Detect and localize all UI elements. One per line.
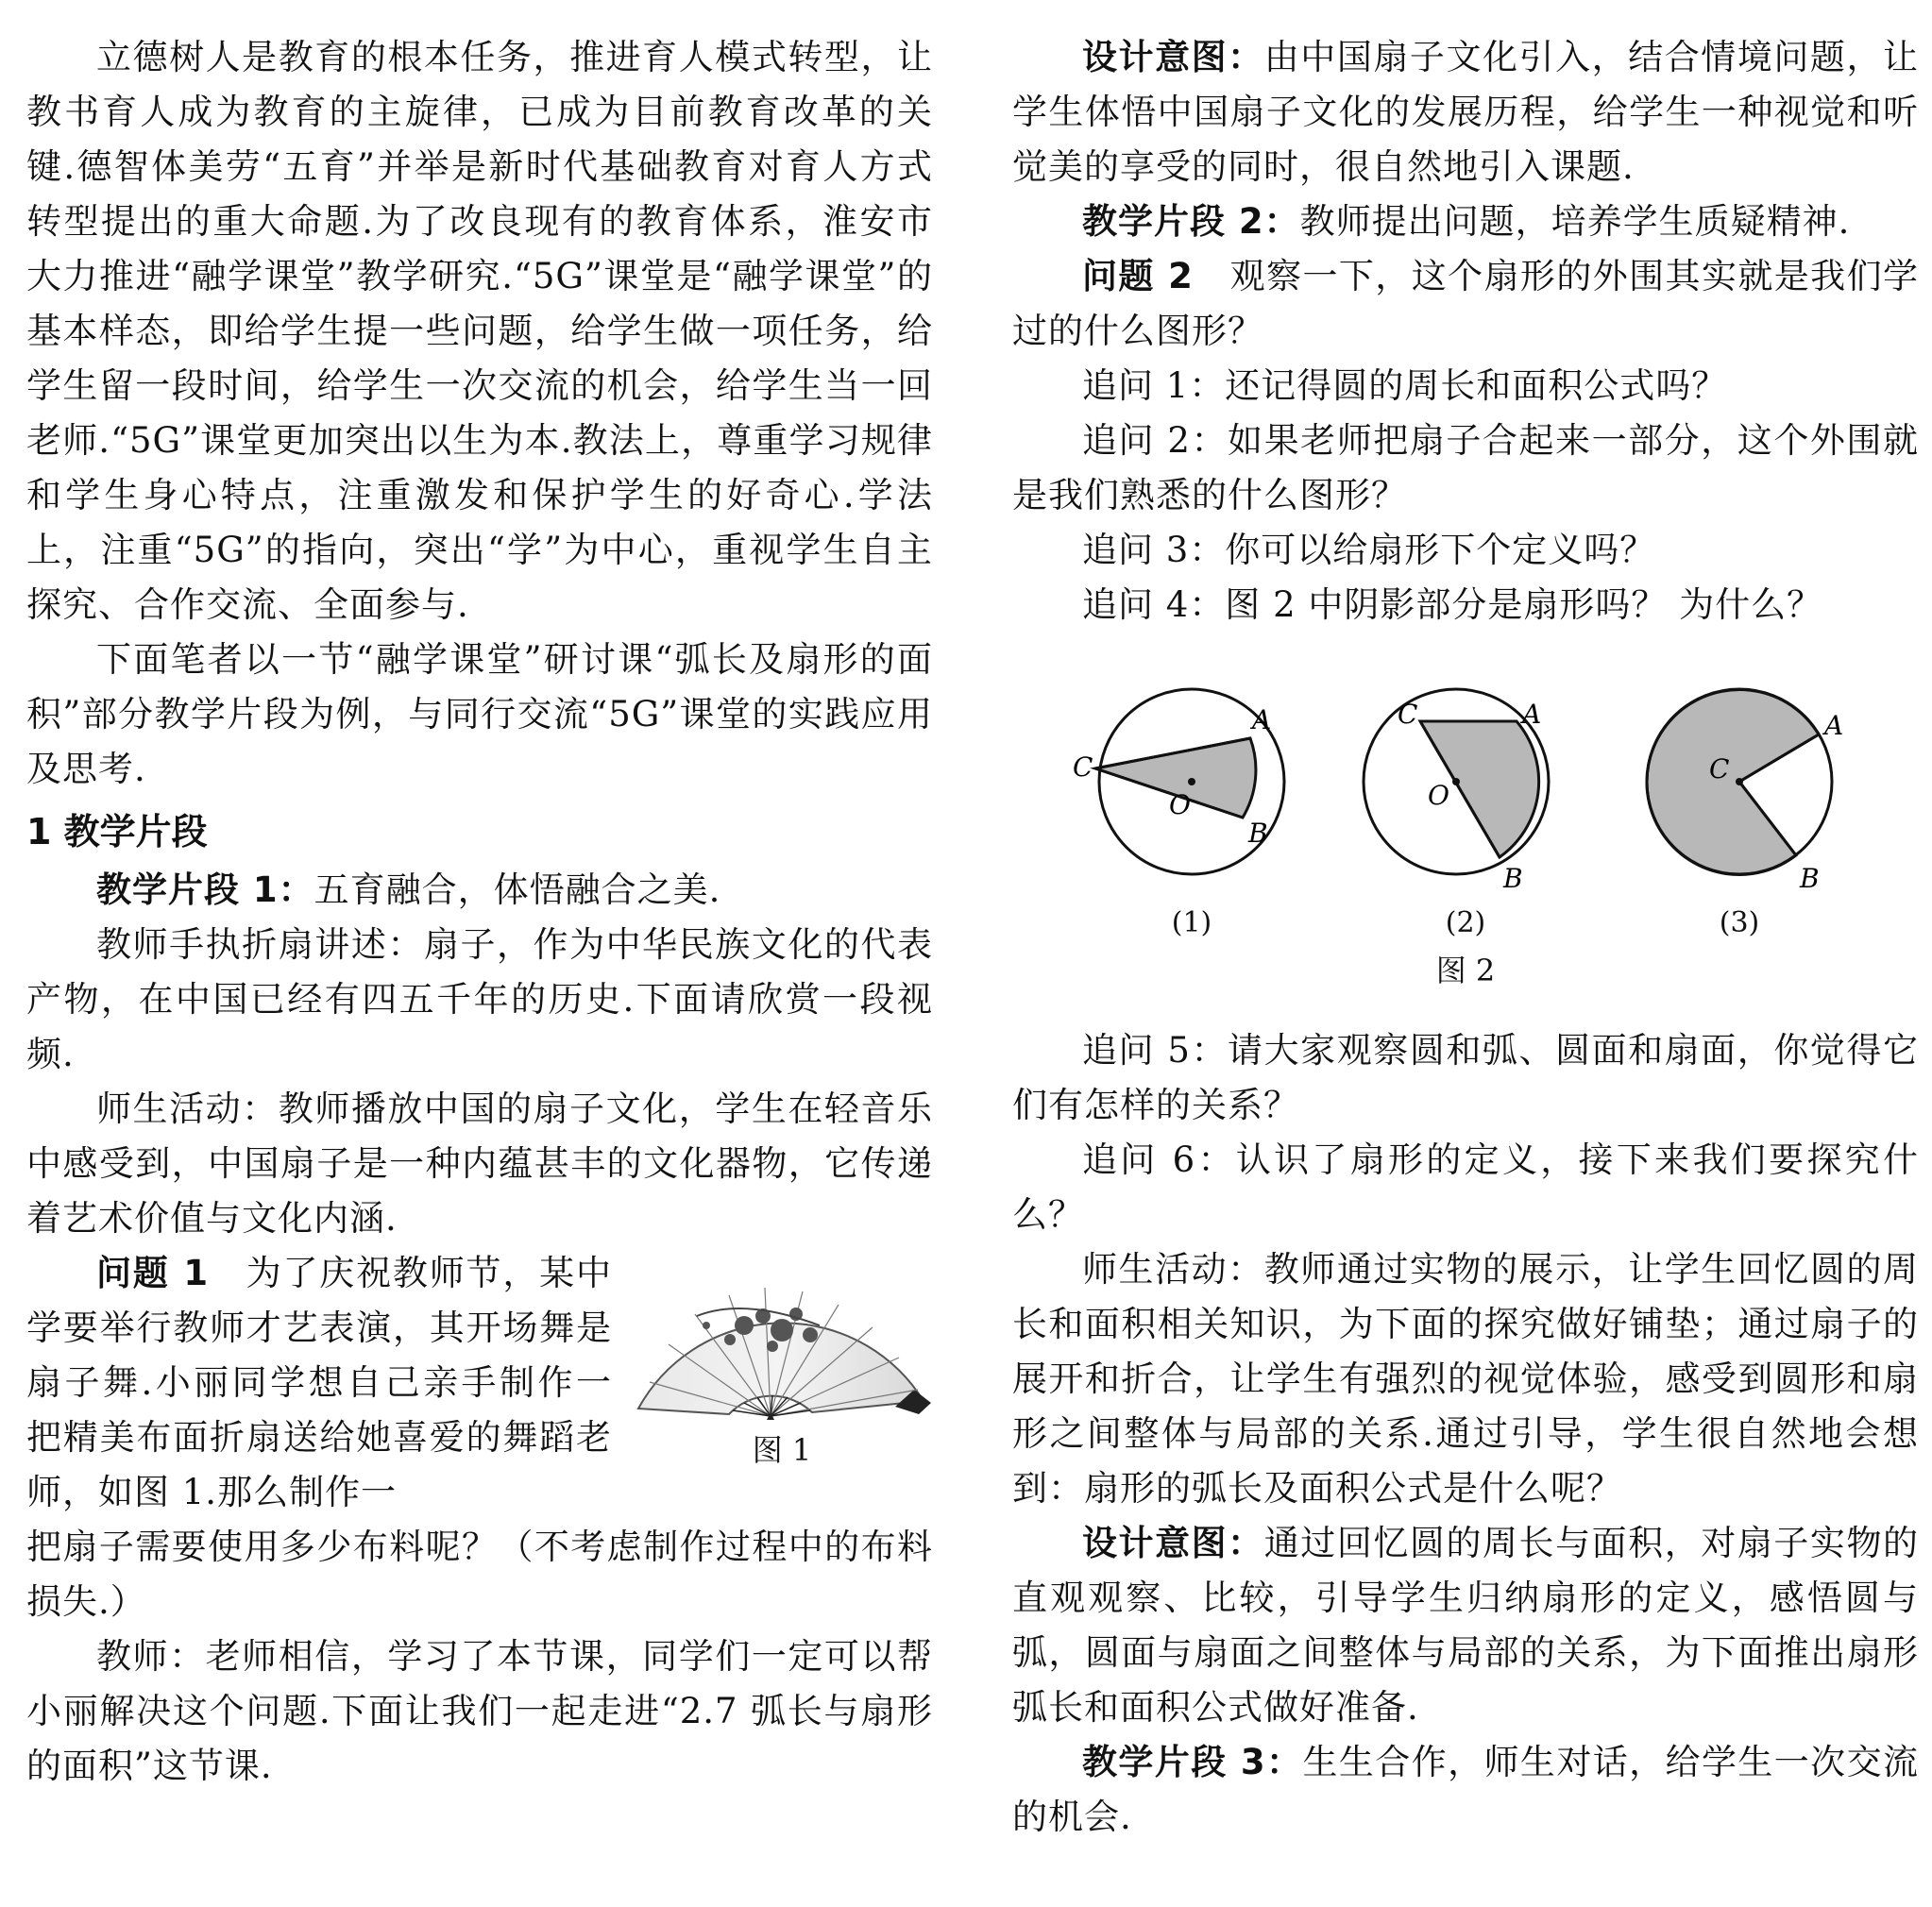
figure-2	[1012, 655, 1919, 938]
segment-2	[1012, 194, 1919, 249]
label-C: C	[1709, 753, 1730, 785]
sector-diagram-2	[1324, 655, 1607, 901]
question-2-label: 问题 2	[1082, 256, 1194, 296]
label-C: C	[1398, 699, 1418, 730]
segment-3-label: 教学片段 3：	[1082, 1742, 1303, 1782]
segment-1-text: 五育融合，体悟融合之美.	[314, 869, 721, 910]
left-column	[26, 30, 933, 1794]
follow-up-1: 追问 1：还记得圆的周长和面积公式吗？	[1082, 365, 1728, 406]
sub-caption-1: (1)	[1171, 906, 1212, 939]
label-A: A	[1252, 704, 1272, 735]
segment-1-label: 教学片段 1：	[96, 869, 314, 910]
sub-caption-3: (3)	[1719, 906, 1760, 939]
figure-2-sub-2	[1324, 655, 1607, 942]
label-B: B	[1800, 863, 1820, 894]
label-A: A	[1522, 699, 1542, 730]
question-1-label: 问题 1	[96, 1253, 210, 1293]
activity-paragraph-2: 师生活动：教师通过实物的展示，让学生回忆圆的周长和面积相关知识，为下面的探究做好铺垫；通过扇子的展开和折合，让学生有强烈的视觉体验，感受到圆形和扇形之间整体与局部的关系.通过引导，学生很自然地会想到：扇形的弧长及面积公式是什么呢？	[1012, 1249, 1919, 1509]
design-intent-1	[1012, 30, 1919, 194]
segment-3-text: 生生合作，师生对话，给学生一次交流的机会.	[1012, 1742, 1919, 1837]
label-O: O	[1169, 789, 1191, 820]
teacher-narration: 教师手执折扇讲述：扇子，作为中华民族文化的代表产物，在中国已经有四五千年的历史.下面请欣赏一段视频.	[26, 924, 933, 1074]
question-1-text: 为了庆祝教师节，某中学要举行教师才艺表演，其开场舞是扇子舞.小丽同学想自己亲手制作一把精美布面折扇送给她喜爱的舞蹈老师，如图 1.那么制作一	[26, 1253, 612, 1512]
question-1-block	[26, 1246, 933, 1520]
label-A: A	[1824, 710, 1844, 741]
question-1	[26, 1246, 612, 1520]
follow-up-4: 追问 4：图 2 中阴影部分是扇形吗？ 为什么？	[1082, 584, 1823, 625]
figure-2-caption: 图 2	[1435, 953, 1496, 988]
segment-1	[26, 863, 933, 918]
teacher-intro: 教师：老师相信，学习了本节课，同学们一定可以帮小丽解决这个问题.下面让我们一起走进“2.7 弧长与扇形的面积”这节课.	[26, 1636, 933, 1786]
design-intent-1-text: 由中国扇子文化引入，结合情境问题，让学生体悟中国扇子文化的发展历程，给学生一种视觉和听觉美的享受的同时，很自然地引入课题.	[1012, 37, 1920, 187]
intro-paragraph: 立德树人是教育的根本任务，推进育人模式转型，让教书育人成为教育的主旋律，已成为目前教育改革的关键.德智体美劳“五育”并举是新时代基础教育对育人方式转型提出的重大命题.为了改良现有的教育体系，淮安市大力推进“融学课堂”教学研究.“5G”课堂是“融学课堂”的基本样态，即给学生提一些问题，给学生做一项任务，给学生留一段时间，给学生一次交流的机会，给学生当一回老师.“5G”课堂更加突出以生为本.教法上，尊重学习规律和学生身心特点，注重激发和保护学生的好奇心.学法上，注重“5G”的指向，突出“学”为中心，重视学生自主探究、合作交流、全面参与.	[26, 37, 933, 625]
follow-up-3: 追问 3：你可以给扇形下个定义吗？	[1082, 530, 1656, 570]
activity-paragraph: 师生活动：教师播放中国的扇子文化，学生在轻音乐中感受到，中国扇子是一种内蕴甚丰的文化器物，它传递着艺术价值与文化内涵.	[26, 1089, 933, 1239]
label-B: B	[1248, 818, 1268, 849]
question-2	[1012, 249, 1919, 359]
segment-2-text: 教师提出问题，培养学生质疑精神.	[1299, 201, 1851, 242]
follow-up-6: 追问 6：认识了扇形的定义，接下来我们要探究什么？	[1012, 1139, 1919, 1235]
figure-2-sub-3	[1598, 655, 1881, 942]
segment-2-label: 教学片段 2：	[1082, 201, 1300, 242]
right-column	[1012, 30, 1919, 1845]
figure-2-sub-1	[1050, 655, 1333, 942]
figure-1	[631, 1259, 933, 1471]
question-2-text: 观察一下，这个扇形的外围其实就是我们学过的什么图形？	[1012, 256, 1919, 351]
label-B: B	[1503, 863, 1523, 894]
label-C: C	[1073, 751, 1093, 783]
question-1-continued: 把扇子需要使用多少布料呢？（不考虑制作过程中的布料损失.）	[26, 1527, 933, 1622]
design-intent-2	[1012, 1516, 1919, 1735]
label-O: O	[1428, 780, 1449, 811]
figure-1-caption: 图 1	[752, 1432, 812, 1468]
sector-diagram-1	[1050, 655, 1333, 901]
folding-fan-image	[631, 1259, 933, 1420]
design-intent-1-label: 设计意图：	[1082, 37, 1264, 77]
segment-3	[1012, 1735, 1919, 1845]
sector-diagram-3	[1598, 655, 1881, 901]
design-intent-2-label: 设计意图：	[1082, 1523, 1264, 1563]
design-intent-2-text: 通过回忆圆的周长与面积，对扇子实物的直观观察、比较，引导学生归纳扇形的定义，感悟圆与弧，圆面与扇面之间整体与局部的关系，为下面推出扇形弧长和面积公式做好准备.	[1012, 1523, 1920, 1728]
section-heading: 1 教学片段	[26, 811, 208, 852]
sub-caption-2: (2)	[1445, 906, 1486, 939]
method-paragraph: 下面笔者以一节“融学课堂”研讨课“弧长及扇形的面积”部分教学片段为例，与同行交流“5G”课堂的实践应用及思考.	[26, 639, 933, 789]
follow-up-5: 追问 5：请大家观察圆和弧、圆面和扇面，你觉得它们有怎样的关系？	[1012, 1030, 1919, 1125]
follow-up-2: 追问 2：如果老师把扇子合起来一部分，这个外围就是我们熟悉的什么图形？	[1012, 420, 1919, 515]
